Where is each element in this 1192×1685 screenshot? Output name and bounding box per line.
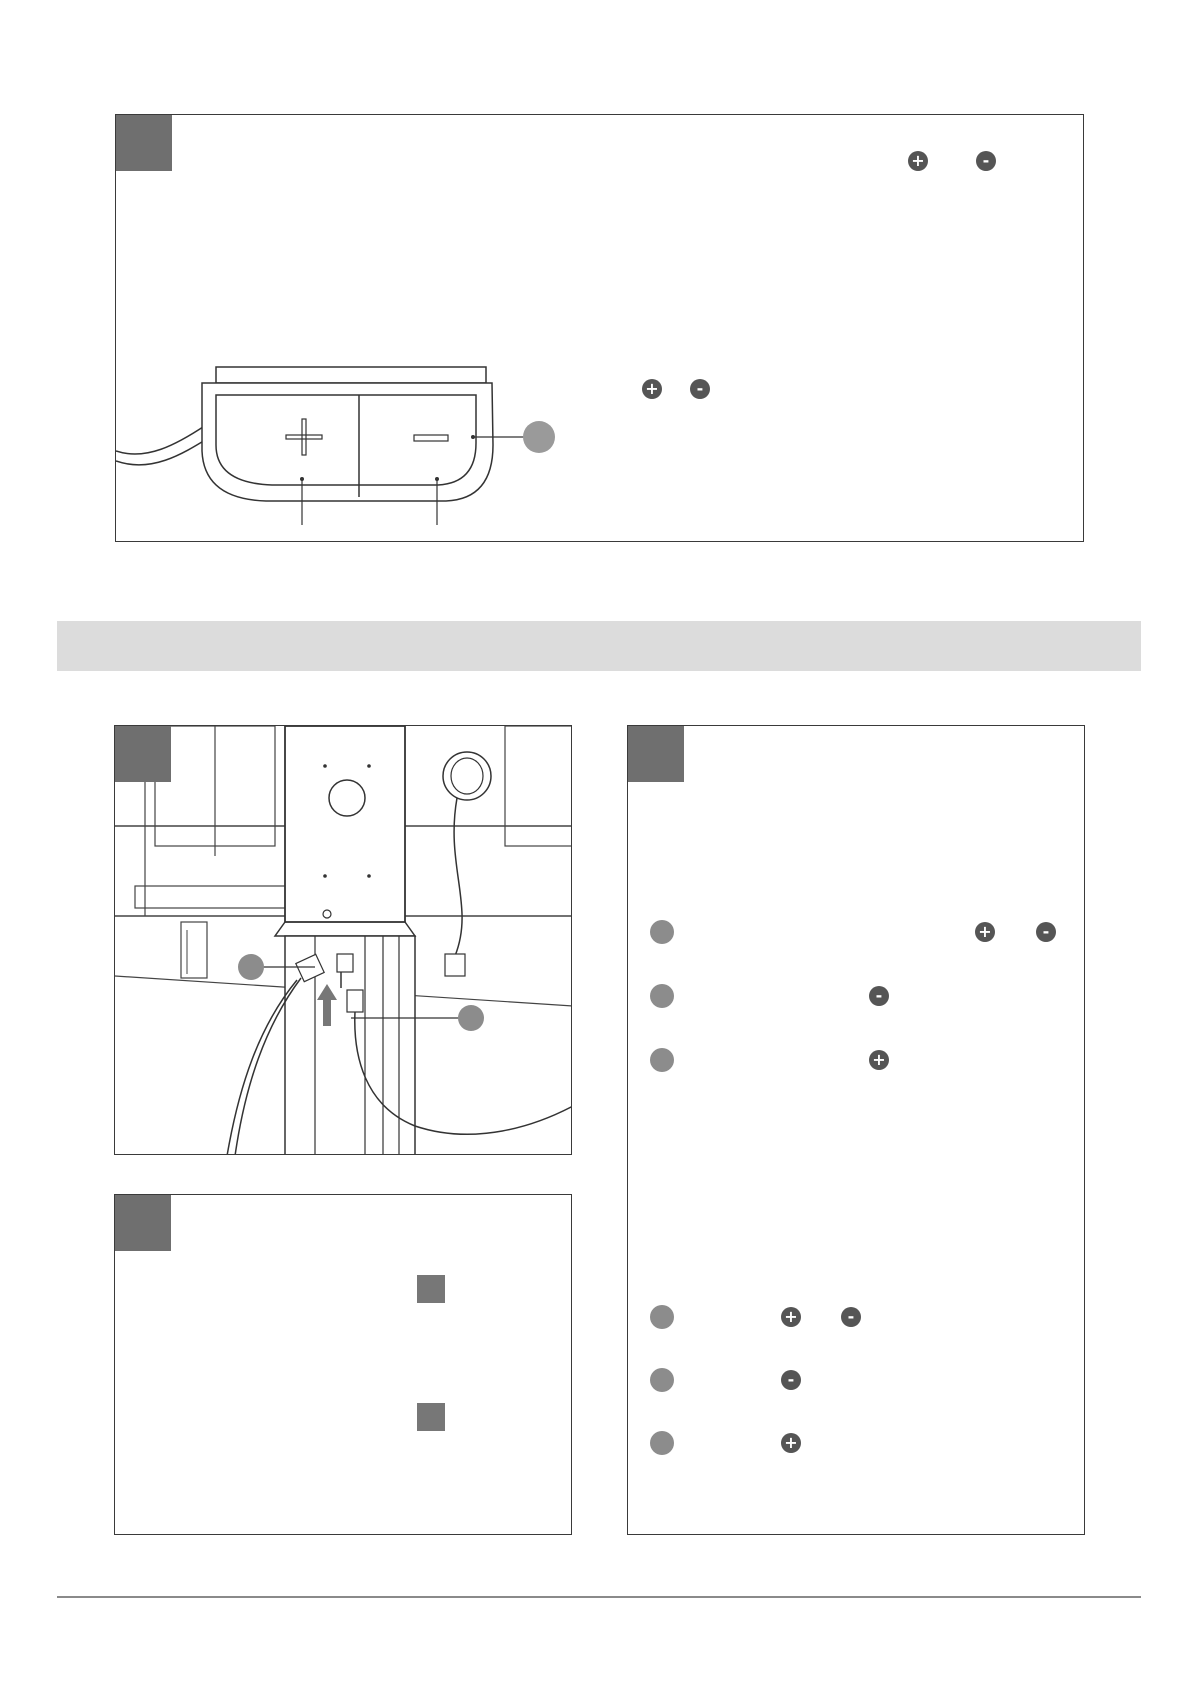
step-number-tab bbox=[115, 1195, 171, 1251]
plus-icon: + bbox=[781, 1307, 801, 1327]
indicator-panel bbox=[114, 1194, 572, 1535]
plus-icon: + bbox=[869, 1050, 889, 1070]
step-number-tab bbox=[628, 726, 684, 782]
indicator-square-1 bbox=[417, 1275, 445, 1303]
procedure-panel bbox=[627, 725, 1085, 1535]
minus-icon: - bbox=[841, 1307, 861, 1327]
column-connection-illustration bbox=[115, 726, 572, 1155]
minus-icon: - bbox=[869, 986, 889, 1006]
step-number-tab bbox=[116, 115, 172, 171]
control-unit-illustration bbox=[116, 225, 676, 525]
indicator-square-2 bbox=[417, 1403, 445, 1431]
step-number-tab bbox=[115, 726, 171, 782]
step-dot-3 bbox=[650, 1048, 674, 1072]
plus-icon: + bbox=[642, 379, 662, 399]
step-dot-2 bbox=[650, 984, 674, 1008]
step-dot-6 bbox=[650, 1431, 674, 1455]
control-unit-panel bbox=[115, 114, 1084, 542]
minus-icon: - bbox=[781, 1370, 801, 1390]
section-heading-bar bbox=[57, 621, 1141, 671]
column-connection-panel bbox=[114, 725, 572, 1155]
footer-divider bbox=[57, 1596, 1141, 1598]
minus-icon: - bbox=[690, 379, 710, 399]
minus-icon: - bbox=[1036, 922, 1056, 942]
step-dot-5 bbox=[650, 1368, 674, 1392]
step-dot-4 bbox=[650, 1305, 674, 1329]
minus-icon: - bbox=[976, 151, 996, 171]
plus-icon: + bbox=[908, 151, 928, 171]
step-dot-1 bbox=[650, 920, 674, 944]
plus-icon: + bbox=[781, 1433, 801, 1453]
plus-icon: + bbox=[975, 922, 995, 942]
